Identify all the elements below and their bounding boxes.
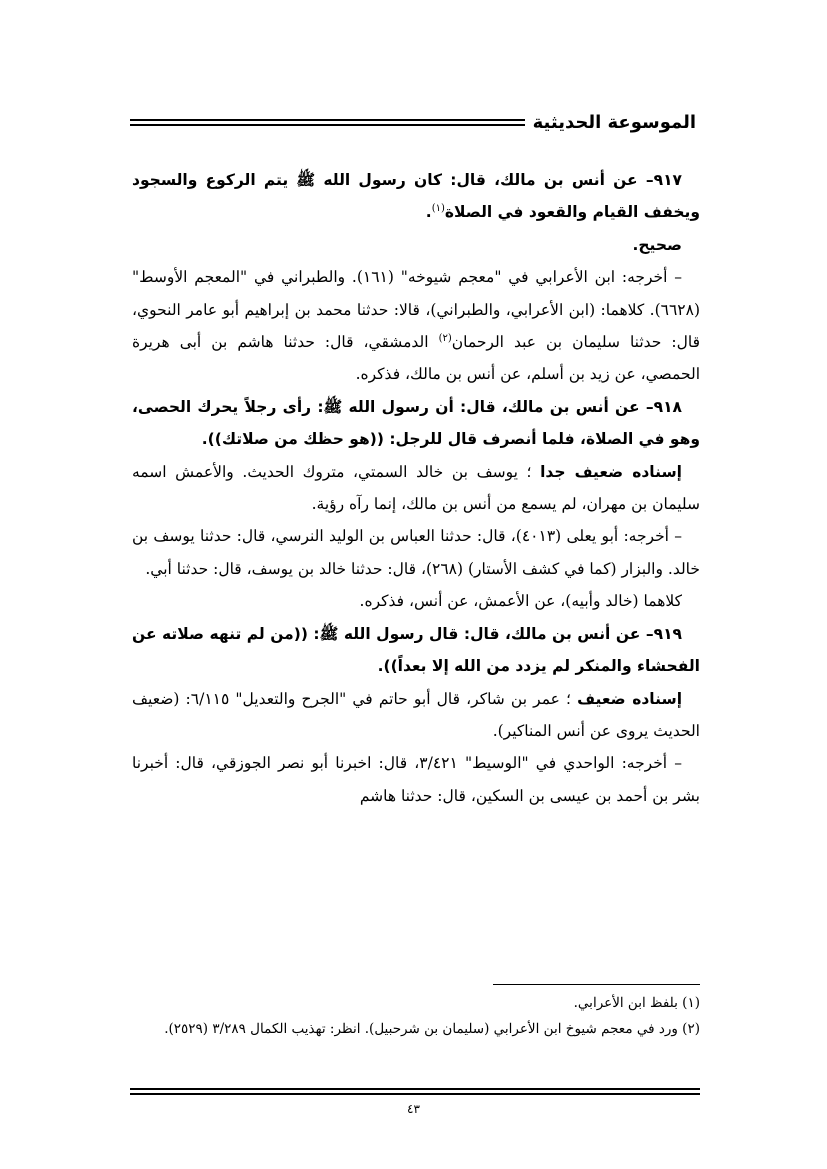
hadith-919-grade: إسناده ضعيف ؛ عمر بن شاكر، قال أبو حاتم في "الجرح والتعديل" ٦/١١٥: (ضعيف الحديث يروى عن أنس المناكير). [132, 689, 700, 740]
hadith-917-text: ٩١٧– عن أنس بن مالك، قال: كان رسول الله ﷺ يتم الركوع والسجود ويخفف القيام والقعود في الصلاة$^{(١)}$. [132, 171, 700, 222]
hadith-918-takhrij: – أخرجه: أبو يعلى (٤٠١٣)، قال: حدثنا العباس بن الوليد النرسي، قال: حدثنا يوسف بن خالد. والبزار (كما في كشف الأستار) (٢٦٨)، قال: حدثنا خالد بن يوسف، قال: حدثنا أبي. [132, 527, 700, 578]
footnotes [132, 990, 700, 1042]
footnote-ref-1: (١) [431, 203, 445, 215]
page-body [132, 164, 700, 812]
footer-rule [130, 1088, 700, 1095]
hadith-919-takhrij: – أخرجه: الواحدي في "الوسيط" ٣/٤٢١، قال: اخبرنا أبو نصر الجوزقي، قال: أخبرنا بشر بن أحمد بن عيسى بن السكين، قال: حدثنا هاشم [132, 754, 700, 805]
footnote-1: (١) بلفظ ابن الأعرابي. [573, 995, 700, 1011]
hadith-918-both: كلاهما (خالد وأبيه)، عن الأعمش، عن أنس، فذكره. [359, 592, 682, 611]
footnote-ref-2: (٢) [438, 332, 452, 344]
footnote-separator [493, 984, 700, 985]
running-header [130, 110, 700, 136]
hadith-917-takhrij: – أخرجه: ابن الأعرابي في "معجم شيوخه" (١٦١). والطبراني في "المعجم الأوسط" (٦٦٢٨). كلاهما: (ابن الأعرابي، والطبراني)، قالا: حدثنا محمد بن إبراهيم أبو عامر النحوي، قال: حدثنا سليمان بن عبد الرحمان$^{(٢)}$ الدمشقي، قال: حدثنا هاشم بن أبى هريرة الحمصي، عن زيد بن أسلم، عن أنس بن مالك، فذكره. [132, 268, 700, 384]
hadith-919-text: ٩١٩– عن أنس بن مالك، قال: قال رسول الله ﷺ: ((من لم تنهه صلاته عن الفحشاء والمنكر لم يزدد من الله إلا بعداً)). [132, 624, 700, 676]
hadith-917-grade: صحيح. [632, 235, 682, 254]
footnote-2: (٢) ورد في معجم شيوخ ابن الأعرابي (سليمان بن شرحبيل). انظر: تهذيب الكمال ٣/٢٨٩ (٢٥٢٩). [164, 1021, 700, 1037]
hadith-918-text: ٩١٨– عن أنس بن مالك، قال: أن رسول الله ﷺ: رأى رجلاً يحرك الحصى، وهو في الصلاة، فلما أنصرف قال للرجل: ((هو حظك من صلاتك)). [132, 397, 700, 449]
page-number: ٤٣ [407, 1102, 420, 1116]
book-title: الموسوعة الحديثية [525, 110, 700, 136]
hadith-918-grade: إسناده ضعيف جدا ؛ يوسف بن خالد السمتي، متروك الحديث. والأعمش اسمه سليمان بن مهران، لم يسمع من أنس بن مالك، إنما رآه رؤية. [132, 462, 700, 514]
